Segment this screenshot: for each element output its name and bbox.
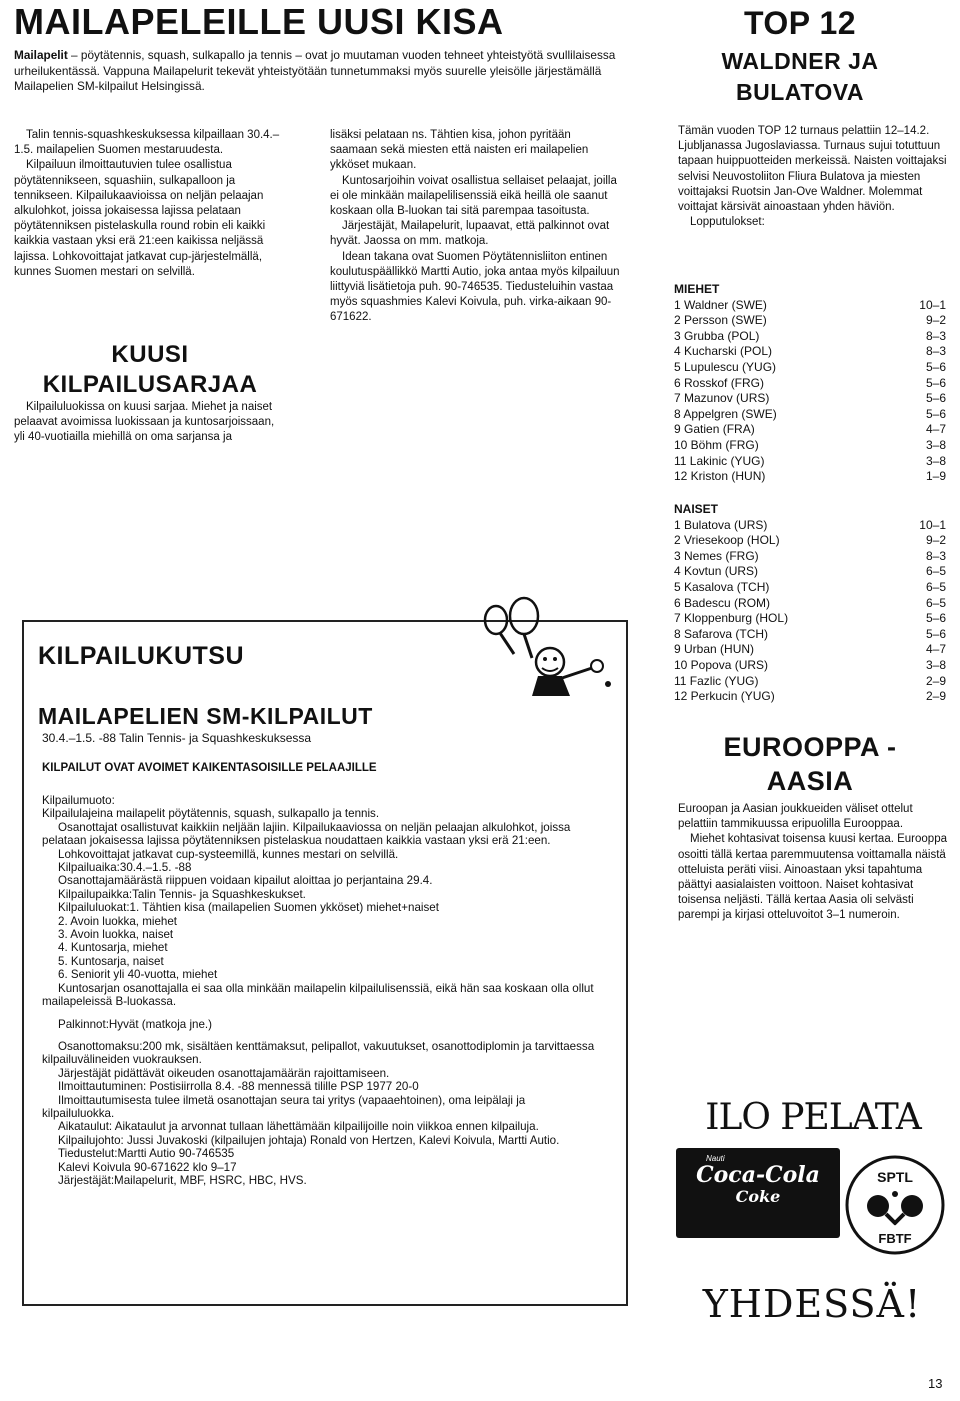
standing-row [674,376,946,392]
player-name: 5 Lupulescu (YUG) [674,359,777,374]
player-score: 10–1 [919,297,946,312]
player-score: 4–7 [925,422,946,437]
standing-row [674,627,946,643]
invitation-line: Ilmoittautumisesta tulee ilmetä osanottajan seura tai yritys (vapaaehtoinen), oma leipälaji ja kilpailuluokka. [42,1093,526,1120]
paragraph: Järjestäjät, Mailapelurit, lupaavat, että palkinnot ovat hyvät. Jaossa on mm. matkoja. [330,220,610,248]
player-name: 11 Lakinic (YUG) [674,453,765,468]
player-name: 5 Kasalova (TCH) [674,579,770,594]
invitation-line: 5. Kuntosarja, naiset [58,954,164,968]
player-name: 10 Popova (URS) [674,657,769,672]
player-name: 7 Mazunov (URS) [674,391,770,406]
invitation-line: Palkinnot:Hyvät (matkoja jne.) [58,1017,213,1031]
player-name: 1 Bulatova (URS) [674,517,768,532]
invitation-line: Kilpailulajeina mailapelit pöytätennis, squash, sulkapallo ja tennis. [42,807,380,821]
paragraph: Kuntosarjoihin voivat osallistua sellaiset pelaajat, joilla ei ole minkään mailapelilisenssiä eikä heillä ole saanut koskaan olla B-luokan tai sitä parempaa tasoitusta. [330,174,617,218]
player-name: 1 Waldner (SWE) [674,297,767,312]
standing-row [674,313,946,329]
invitation-line: Järjestäjät:Mailapelurit, MBF, HSRC, HBC, HVS. [58,1173,307,1187]
page-number: 13 [928,1376,943,1391]
player-score: 3–8 [925,453,946,468]
subhead-kuusi: KUUSI KILPAILUSARJAA [42,341,258,398]
paragraph: Idean takana ovat Suomen Pöytätennisliiton entinen koulutuspäällikkö Martti Autio, joka antaa myös kilpailuun liittyviä lisätietoja puh. 90-746535. Tiedusteluihin vastaa myös squashmies Kalevi Koivula, puh. virka-aikaan 90-671622. [330,250,620,324]
lead-text: – pöytätennis, squash, sulkapallo ja tennis – ovat jo muutaman vuoden tehneet yhteistyötä svullilaisessa urheilukentässä. Vappuna Mailapelurit tekevät yhteistyötään tunnetummaksi myös suurelle yleisölle järjestämällä Mailapelien SM-kilpailut Helsingissä. [14,48,616,93]
paragraph: Euroopan ja Aasian joukkueiden väliset ottelut pelattiin tammikuussa eripuolilla Eurooppaa. [678,803,913,831]
invitation-line: Osanottajamäärästä riippuen voidaan kipailut aloittaa jo perjantaina 29.4. [58,874,433,888]
coca-cola-logo [676,1148,840,1238]
invitation-line: Lohkovoittajat jatkavat cup-systeemillä, kunnes mestari on selvillä. [58,847,399,861]
standing-row [674,596,946,612]
player-name: 11 Fazlic (YUG) [674,673,759,688]
invitation-line: 4. Kuntosarja, miehet [58,941,168,955]
player-name: 4 Kucharski (POL) [674,344,773,359]
standing-row [674,422,946,438]
standing-row [674,469,946,485]
women-standings [674,502,946,705]
player-score: 5–6 [925,391,946,406]
sptl-fbtf-emblem [840,1150,950,1260]
top12-body [678,124,948,230]
player-name: 6 Badescu (ROM) [674,595,771,610]
coke-script-text: Coca-Cola [696,1162,820,1188]
top12-headline: TOP 12 [743,5,857,41]
player-score: 3–8 [925,657,946,672]
standing-row [674,549,946,565]
invitation-line: Kilpailujohto: Jussi Juvakoski (kilpailujen johtaja) Ronald von Hertzen, Kalevi Koivula, Martti Autio. [58,1133,560,1147]
invitation-subtitle: MAILAPELIEN SM-KILPAILUT [38,703,373,729]
player-name: 2 Persson (SWE) [674,313,767,328]
standing-row [674,407,946,423]
invitation-line: Osanottomaksu:200 mk, sisältäen kenttämaksut, pelipallot, vakuutukset, osanottodiplomin ja tarvittaessa kilpailuvälineiden vuokrauksen. [42,1039,595,1067]
player-name: 3 Grubba (POL) [674,328,760,343]
standing-row [674,298,946,314]
invitation-line: Kilpailuluokat:1. Tähtien kisa (mailapelien Suomen ykköset) miehet+naiset [58,901,439,915]
article-column-1b [14,400,286,446]
lead-bold: Mailapelit [14,48,68,62]
eurooppa-body [678,802,948,924]
player-name: 9 Gatien (FRA) [674,422,755,437]
women-header: NAISET [674,502,719,516]
player-name: 12 Perkucin (YUG) [674,689,775,704]
player-name: 8 Appelgren (SWE) [674,406,777,421]
player-score: 9–2 [925,313,946,328]
standing-row [674,642,946,658]
men-standings [674,282,946,485]
invitation-line [42,1031,598,1040]
ad-bottom-text: YHDESSÄ! [702,1282,922,1326]
player-score: 5–6 [925,626,946,641]
standing-row [674,454,946,470]
paragraph: Talin tennis-squashkeskuksessa kilpaillaan 30.4.–1.5. mailapelien Suomen mestaruudesta. [14,129,280,157]
player-name: 6 Rosskof (FRG) [674,375,765,390]
player-score: 5–6 [925,375,946,390]
player-score: 9–2 [925,533,946,548]
player-name: 12 Kriston (HUN) [674,469,766,484]
invitation-line: 2. Avoin luokka, miehet [58,914,178,928]
player-score: 6–5 [925,564,946,579]
sptl-text: SPTL [877,1169,913,1185]
player-score: 6–5 [925,579,946,594]
player-score: 2–9 [925,673,946,688]
standing-row [674,674,946,690]
coke-word-text: Coke [735,1187,781,1206]
article-column-2 [330,128,620,326]
coke-small-text: Nauti [706,1154,725,1163]
ad-top-text: ILO PELATA [705,1097,921,1138]
invitation-line: Osanottajat osallistuvat kaikkiin neljään lajiin. Kilpailukaaviossa on neljän pelaajan alkulohkot, joissa pelataan jokaisessa lajissa pöytätenniksen pistelaskua noudattaen kaikkia vastaan yksi erä 21:een. [42,820,571,848]
paragraph: Kilpailuun ilmoittautuvien tulee osallistua pöytätennikseen, squashiin, sulkapalloon ja tennikseen. Kilpailukaavioissa on neljän pelaajan alkulohkot, joissa jokaisessa lajissa pelataan pöytätenniksen pistelaskulla round robin eli kaikki kaikkia vastaan yksi erä 21:een kaikissa neljässä lajissa. Lohkovoittajat jatkavat cup-järjestelmällä, kunnes Suomen mestari on selvillä. [14,159,266,278]
player-score: 1–9 [925,469,946,484]
player-score: 8–3 [925,344,946,359]
player-score: 4–7 [925,642,946,657]
player-name: 3 Nemes (FRG) [674,548,759,563]
invitation-line: Tiedustelut:Martti Autio 90-746535 [58,1147,235,1161]
player-score: 2–9 [925,689,946,704]
standing-row [674,533,946,549]
player-name: 8 Safarova (TCH) [674,626,769,641]
player-score: 3–8 [925,437,946,452]
invitation-details [42,794,598,1187]
standing-row [674,360,946,376]
player-name: 4 Kovtun (URS) [674,564,759,579]
standing-row [674,580,946,596]
invitation-line: Kilpailumuoto: [42,794,115,807]
invitation-line: 6. Seniorit yli 40-vuotta, miehet [58,968,218,982]
fbtf-text: FBTF [878,1231,912,1246]
invitation-line [42,1009,598,1018]
standing-row [674,658,946,674]
men-header: MIEHET [674,282,720,296]
invitation-title: KILPAILUKUTSU [38,642,245,670]
invitation-line: Aikataulut: Aikataulut ja arvonnat tullaan lähettämään kilpailijoille noin viikkoa ennen kilpailuja. [58,1120,539,1134]
paragraph: Kilpailuluokissa on kuusi sarjaa. Miehet ja naiset pelaavat avoimissa luokissaan ja kuntosarjoissaan, yli 40-vuotiailla miehillä on oma sarjansa ja [14,401,275,444]
invitation-open-line: KILPAILUT OVAT AVOIMET KAIKENTASOISILLE PELAAJILLE [42,762,377,774]
player-score: 5–6 [925,359,946,374]
article-column-1 [14,128,286,280]
player-score: 5–6 [925,406,946,421]
player-name: 2 Vriesekoop (HOL) [674,533,780,548]
paragraph: lisäksi pelataan ns. Tähtien kisa, johon pyritään saamaan sekä miesten että naisten eri mailapelien ykköset mukaan. [330,129,589,172]
standing-row [674,564,946,580]
player-score: 6–5 [925,595,946,610]
standing-row [674,438,946,454]
invitation-venue: 30.4.–1.5. -88 Talin Tennis- ja Squashkeskuksessa [42,731,312,745]
invitation-line: Kilpailuaika:30.4.–1.5. -88 [58,861,192,875]
player-name: 7 Kloppenburg (HOL) [674,611,789,626]
standing-row [674,689,946,705]
lead-paragraph [14,48,642,95]
paragraph: Tämän vuoden TOP 12 turnaus pelattiin 12–14.2. Ljubljanassa Jugoslaviassa. Turnaus sujui totuttuun tapaan huippuotteiden merkeissä. Naisten voittajaksi selvisi Neuvostoliiton Fliura Bulatova ja miesten voittajaksi Ruotsin Jan-Ove Waldner. Molemmat voittajat kärsivät ainoastaan yhden häviön. [678,125,947,214]
eurooppa-headline: EUROOPPA - AASIA [723,732,897,796]
player-score: 8–3 [925,548,946,563]
invitation-line: Kilpailupaikka:Talin Tennis- ja Squashkeskukset. [58,887,306,901]
standing-row [674,518,946,534]
main-headline: MAILAPELEILLE UUSI KISA [14,1,504,42]
standing-row [674,344,946,360]
player-score: 8–3 [925,328,946,343]
tennis-cartoon-illustration [470,596,620,706]
standing-row [674,391,946,407]
player-name: 9 Urban (HUN) [674,642,755,657]
standing-row [674,329,946,345]
player-score: 5–6 [925,611,946,626]
paragraph: Miehet kohtasivat toisensa kuusi kertaa. Eurooppa osoitti tällä kertaa paremmuutensa voittamalla näistä otteluista peräti viisi. Ainoastaan yksi tapahtuma päättyi aasialaisten voittoon. Naiset kohtasivat toisensa neljästi. Tällä kertaa Aasia oli selvästi parempi ja kirjasi otteluvoitot 3–1 numeroin. [678,833,947,922]
player-name: 10 Böhm (FRG) [674,437,759,452]
invitation-line: Ilmoittautuminen: Postisiirrolla 8.4. -88 mennessä tilille PSP 1977 20-0 [58,1080,419,1094]
top12-subhead: WALDNER JA BULATOVA [721,48,879,105]
player-score: 10–1 [919,517,946,532]
invitation-line: Kuntosarjan osanottajalla ei saa olla minkään mailapelin kilpailulisenssiä, eikä hän saa koskaan olla ollut mailapeleissä B-luokassa. [42,981,594,1009]
invitation-line: Järjestäjät pidättävät oikeuden osanottajamäärän rajoittamiseen. [58,1066,390,1080]
paragraph: Lopputulokset: [690,216,765,229]
standing-row [674,611,946,627]
invitation-line: 3. Avoin luokka, naiset [58,928,174,942]
invitation-line: Kalevi Koivula 90-671622 klo 9–17 [58,1160,237,1174]
